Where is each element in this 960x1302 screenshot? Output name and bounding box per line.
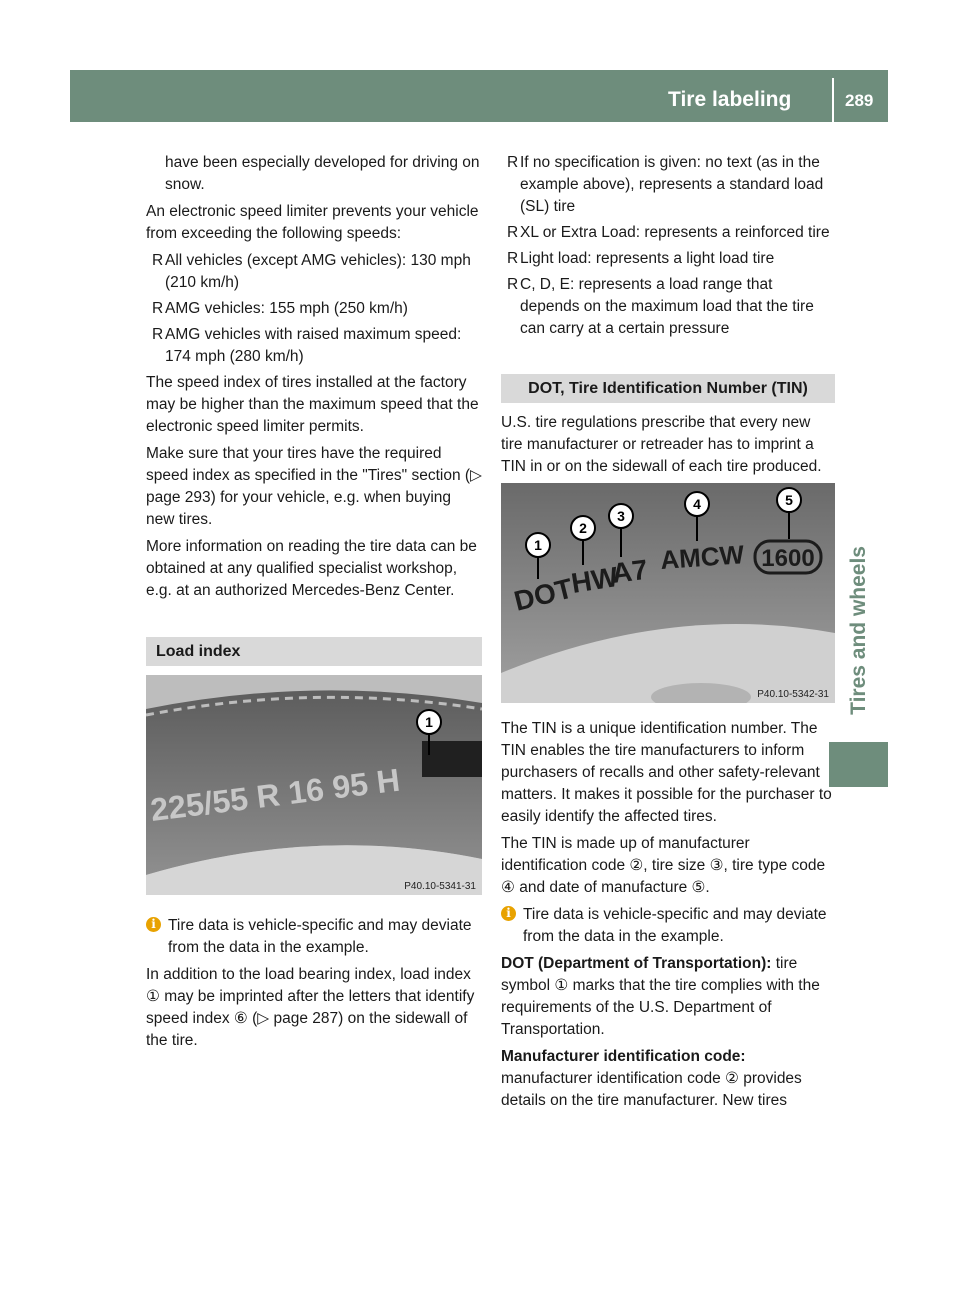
list-item-text: Light load: represents a light load tire bbox=[520, 250, 775, 267]
page-title: Tire labeling bbox=[668, 88, 792, 111]
tin-date-code: 1600 bbox=[761, 545, 815, 572]
list-item bbox=[146, 250, 482, 294]
callout-5-label: 5 bbox=[785, 492, 793, 508]
list-item-text: All vehicles (except AMG vehicles): 130 mph (210 km/h) bbox=[165, 252, 471, 291]
list-item bbox=[501, 274, 835, 340]
paragraph: have been especially developed for driving on snow. bbox=[165, 154, 480, 193]
paragraph: An electronic speed limiter prevents your vehicle from exceeding the following speeds: bbox=[146, 203, 479, 242]
side-tab bbox=[829, 530, 888, 730]
callout-2-label: 2 bbox=[579, 520, 587, 536]
callout-3-label: 3 bbox=[617, 508, 625, 524]
paragraph: Make sure that your tires have the required speed index as specified in the "Tires" section (▷ page 293) for your vehicle, e.g. when buying new tires. bbox=[146, 445, 482, 528]
callout-1-label: 1 bbox=[425, 714, 433, 730]
tin-figure bbox=[501, 483, 835, 703]
callout-4-label: 4 bbox=[693, 496, 701, 512]
right-column bbox=[501, 152, 835, 1117]
bullet-icon: R bbox=[152, 252, 164, 269]
term-label: DOT (Department of Transportation): bbox=[501, 955, 772, 972]
list-item-text: XL or Extra Load: represents a reinforced tire bbox=[520, 224, 830, 241]
tin-type-code: AMCW bbox=[659, 539, 745, 575]
figure-code: P40.10-5341-31 bbox=[404, 881, 476, 892]
paragraph: More information on reading the tire data can be obtained at any qualified specialist workshop, e.g. at an authorized Mercedes-Benz Center. bbox=[146, 538, 477, 599]
figure-code: P40.10-5342-31 bbox=[757, 689, 829, 700]
tire-size-marking: 225/55 R 16 95 H bbox=[148, 761, 402, 828]
list-item bbox=[146, 298, 482, 320]
callout-1-label: 1 bbox=[534, 537, 542, 553]
list-item-text: AMG vehicles: 155 mph (250 km/h) bbox=[165, 300, 408, 317]
info-icon: i bbox=[501, 906, 516, 921]
list-item bbox=[501, 222, 835, 244]
paragraph: The speed index of tires installed at the factory may be higher than the maximum speed that the electronic speed limiter permits. bbox=[146, 374, 479, 435]
section-heading-text: Load index bbox=[156, 643, 241, 660]
bullet-icon: R bbox=[152, 300, 164, 317]
info-note bbox=[501, 904, 835, 948]
list-item bbox=[146, 324, 482, 368]
paragraph bbox=[501, 1046, 835, 1112]
header-divider bbox=[832, 78, 834, 122]
tire-label-patch bbox=[422, 741, 482, 777]
load-index-figure bbox=[146, 675, 482, 895]
left-column bbox=[146, 152, 482, 1057]
info-text: Tire data is vehicle-specific and may deviate from the data in the example. bbox=[168, 917, 472, 956]
list-item bbox=[501, 152, 835, 218]
info-icon: i bbox=[146, 917, 161, 932]
section-heading bbox=[501, 374, 835, 403]
section-heading-text: DOT, Tire Identification Number (TIN) bbox=[528, 380, 808, 397]
paragraph: U.S. tire regulations prescribe that every new tire manufacturer or retreader has to imprint a TIN in or on the sidewall of each tire produced. bbox=[501, 414, 822, 475]
bullet-icon: R bbox=[507, 276, 519, 293]
bullet-icon: R bbox=[507, 154, 519, 171]
side-tab-marker bbox=[829, 742, 888, 787]
paragraph: The TIN is a unique identification number. The TIN enables the tire manufacturers to inform purchasers of recalls and other safety-relevant matters. It makes it possible for the purchaser to easily identify the affected tires. bbox=[501, 720, 832, 825]
term-text: manufacturer identification code ② provides details on the tire manufacturer. New tires bbox=[501, 1070, 802, 1109]
paragraph: The TIN is made up of manufacturer identification code ②, tire size ③, tire type code ④ and date of manufacture ⑤. bbox=[501, 835, 826, 896]
list-item-text: If no specification is given: no text (as in the example above), represents a standard load (SL) tire bbox=[520, 154, 824, 215]
bullet-icon: R bbox=[507, 224, 519, 241]
side-tab-label: Tires and wheels bbox=[846, 545, 870, 715]
bullet-icon: R bbox=[507, 250, 519, 267]
term-label: Manufacturer identification code: bbox=[501, 1048, 746, 1065]
tin-size-code: A7 bbox=[609, 553, 650, 589]
page-number: 289 bbox=[845, 91, 874, 110]
tin-manufacturer-code: HW bbox=[569, 561, 621, 599]
section-heading bbox=[146, 637, 482, 666]
bullet-icon: R bbox=[152, 326, 164, 343]
list-item-text: C, D, E: represents a load range that depends on the maximum load that the tire can carry at a certain pressure bbox=[520, 276, 814, 337]
term-text: tire symbol ① marks that the tire complies with the requirements of the U.S. Department of Transportation. bbox=[501, 955, 820, 1038]
list-item bbox=[501, 248, 835, 270]
info-note bbox=[146, 915, 482, 959]
paragraph bbox=[501, 953, 835, 1041]
paragraph: In addition to the load bearing index, load index ① may be imprinted after the letters that identify speed index ⑥ (▷ page 287) on the sidewall of the tire. bbox=[146, 966, 475, 1049]
info-text: Tire data is vehicle-specific and may deviate from the data in the example. bbox=[523, 906, 827, 945]
list-item-text: AMG vehicles with raised maximum speed: 174 mph (280 km/h) bbox=[165, 326, 462, 365]
tin-dot-text: DOT bbox=[510, 572, 576, 617]
